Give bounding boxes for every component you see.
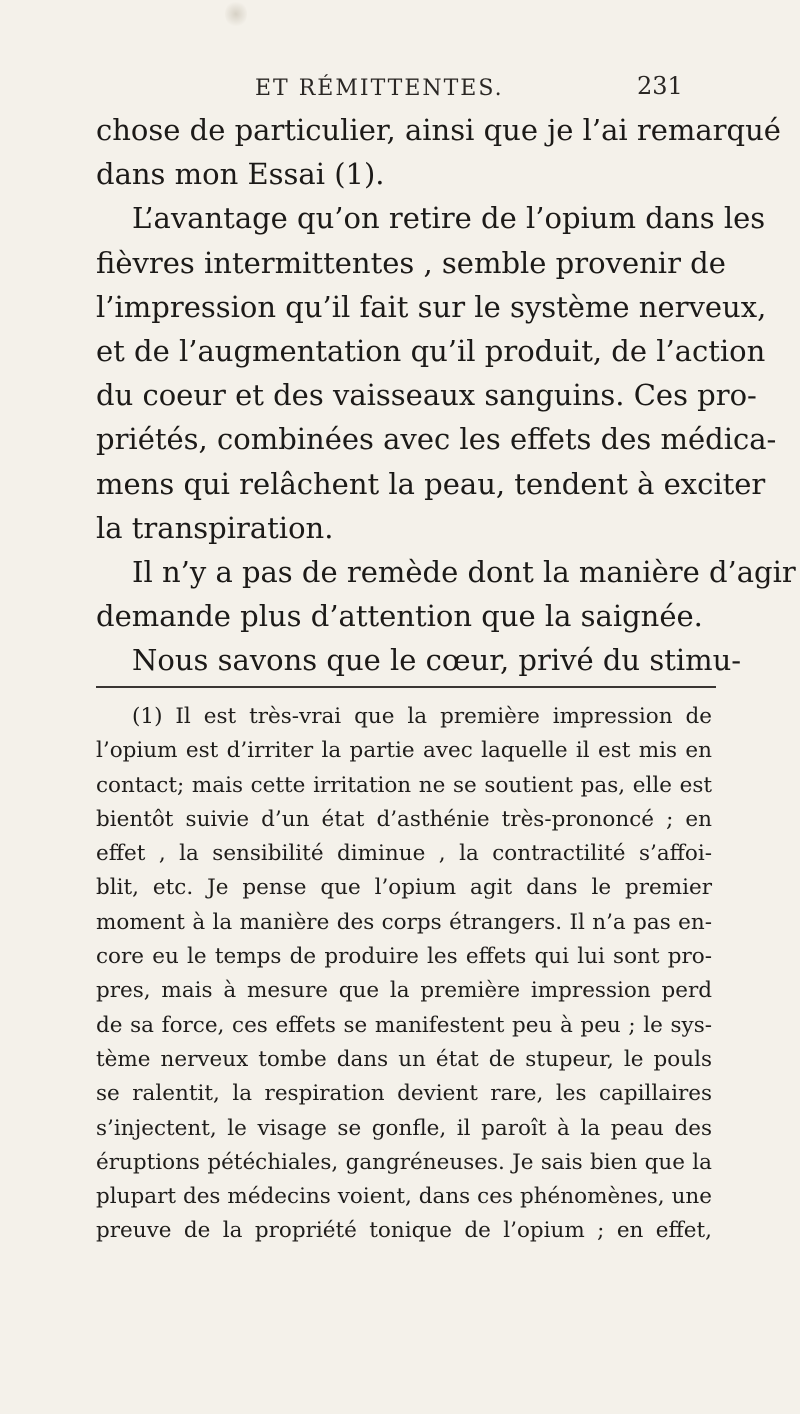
footnote-line: se ralentit, la respiration devient rare, les capillaires	[96, 1081, 712, 1107]
text-line: dans mon Essai (1).	[96, 157, 385, 192]
text-line: chose de particulier, ainsi que je l’ai remarqué	[96, 113, 781, 147]
footnote-line: plupart des médecins voient, dans ces phénomènes, une	[96, 1184, 712, 1210]
text-line: la transpiration.	[96, 510, 334, 545]
text-line: demande plus d’attention que la saignée.	[96, 599, 703, 634]
body-text	[96, 108, 796, 683]
footnote-line: preuve de la propriété tonique de l’opium ; en effet,	[96, 1218, 712, 1244]
footnote-line: effet , la sensibilité diminue , la contractilité s’affoi-	[96, 841, 712, 867]
text-line: L’avantage qu’on retire de l’opium dans les	[132, 201, 766, 236]
text-line: fièvres intermittentes , semble provenir de	[96, 245, 726, 280]
page-number: 231	[637, 72, 683, 100]
footnote-line: s’injectent, le visage se gonfle, il paroît à la peau des	[96, 1115, 712, 1141]
footnote	[96, 700, 712, 1249]
text-line: priétés, combinées avec les effets des médica-	[96, 422, 777, 457]
footnote-line: core eu le temps de produire les effets qui lui sont pro-	[96, 944, 712, 970]
footnote-line: tème nerveux tombe dans un état de stupeur, le pouls	[96, 1046, 712, 1072]
paper-stain	[225, 0, 247, 28]
footnote-line: de sa force, ces effets se manifestent peu à peu ; le sys-	[96, 1012, 712, 1038]
footnote-line: bientôt suivie d’un état d’asthénie très-prononcé ; en	[96, 806, 712, 832]
text-line: Nous savons que le cœur, privé du stimu-	[132, 643, 742, 678]
running-title: ET RÉMITTENTES.	[255, 76, 504, 101]
footnote-line: (1) Il est très-vrai que la première impression de	[132, 704, 712, 729]
footnote-line: contact; mais cette irritation ne se soutient pas, elle est	[96, 772, 712, 798]
footnote-line: l’opium est d’irriter la partie avec laquelle il est mis en	[96, 738, 712, 764]
footnote-line: pres, mais à mesure que la première impression perd	[96, 978, 712, 1004]
footnote-line: éruptions pétéchiales, gangréneuses. Je sais bien que la	[96, 1149, 712, 1175]
footnote-rule	[96, 686, 716, 688]
footnote-line: moment à la manière des corps étrangers. Il n’a pas en-	[96, 909, 712, 935]
text-line: l’impression qu’il fait sur le système nerveux,	[96, 289, 767, 324]
text-line: du coeur et des vaisseaux sanguins. Ces pro-	[96, 378, 757, 413]
text-line: Il n’y a pas de remède dont la manière d’agir	[132, 555, 796, 590]
footnote-line: blit, etc. Je pense que l’opium agit dans le premier	[96, 875, 712, 901]
text-line: et de l’augmentation qu’il produit, de l’action	[96, 334, 766, 369]
text-line: mens qui relâchent la peau, tendent à exciter	[96, 466, 766, 501]
